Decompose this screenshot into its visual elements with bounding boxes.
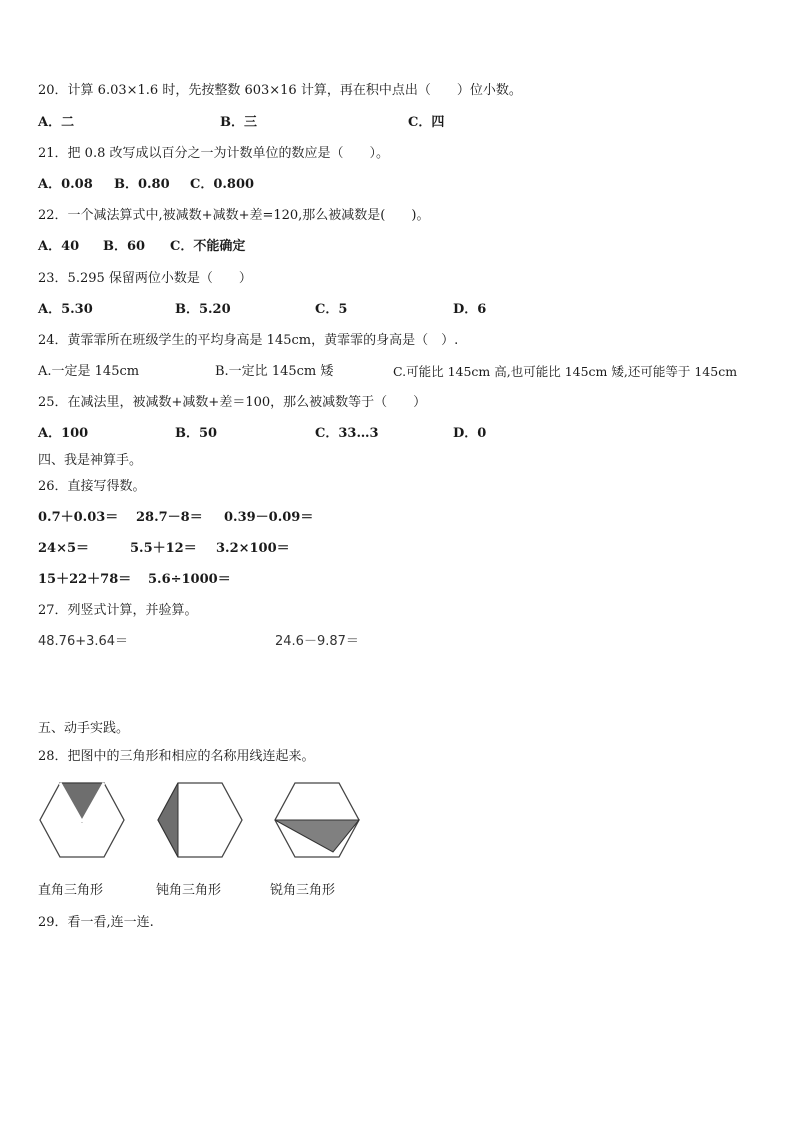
q26-expression: 15＋22＋78＝ — [38, 572, 132, 587]
q26-expression: 5.5＋12＝ — [130, 541, 197, 556]
q23-option-c: C．5 — [315, 302, 348, 317]
q25-option-d: D．0 — [453, 426, 487, 441]
label-obtuse-triangle: 钝角三角形 — [156, 883, 222, 898]
question-20-stem: 20．计算 6.03×1.6 时，先按整数 603×16 计算，再在积中点出（ ）位小数。 — [38, 83, 522, 98]
section-4-heading: 四、我是神算手。 — [38, 453, 143, 468]
q26-expression: 28.7－8＝ — [136, 510, 203, 525]
question-27-stem: 27．列竖式计算，并验算。 — [38, 603, 198, 618]
hexagon-figure-2 — [156, 780, 244, 860]
q20-option-c: C．四 — [408, 115, 445, 130]
label-right-triangle: 直角三角形 — [38, 883, 104, 898]
q24-option-c: C.可能比 145cm 高,也可能比 145cm 矮,还可能等于 145cm — [393, 364, 738, 379]
q27-expression-2: 24.6－9.87＝ — [275, 634, 359, 649]
question-25-stem: 25．在减法里，被减数+减数+差＝100，那么被减数等于（ ） — [38, 395, 427, 410]
q22-option-c: C．不能确定 — [170, 239, 246, 254]
question-23-stem: 23．5.295 保留两位小数是（ ） — [38, 271, 252, 286]
q24-option-a: A.一定是 145cm — [38, 364, 140, 379]
question-26-stem: 26．直接写得数。 — [38, 479, 146, 494]
question-24-stem: 24．黄霏霏所在班级学生的平均身高是 145cm，黄霏霏的身高是（ ）. — [38, 333, 459, 348]
q26-expression: 3.2×100＝ — [216, 541, 290, 556]
q23-option-b: B．5.20 — [175, 302, 231, 317]
q21-option-b: B．0.80 — [114, 177, 170, 192]
q26-expression: 24×5＝ — [38, 541, 90, 556]
label-acute-triangle: 锐角三角形 — [270, 883, 336, 898]
q25-option-b: B．50 — [175, 426, 218, 441]
hexagon-figure-3 — [273, 780, 361, 860]
q26-expression: 0.7＋0.03＝ — [38, 510, 119, 525]
q24-option-b: B.一定比 145cm 矮 — [215, 364, 334, 379]
section-5-heading: 五、动手实践。 — [38, 721, 130, 736]
q21-option-c: C．0.800 — [190, 177, 255, 192]
q27-expression-1: 48.76+3.64＝ — [38, 634, 129, 649]
question-21-stem: 21．把 0.8 改写成以百分之一为计数单位的数应是（ ）。 — [38, 146, 389, 161]
question-28-stem: 28．把图中的三角形和相应的名称用线连起来。 — [38, 749, 315, 764]
q22-option-a: A．40 — [38, 239, 80, 254]
q23-option-a: A．5.30 — [38, 302, 93, 317]
q25-option-a: A．100 — [38, 426, 89, 441]
q20-option-b: B．三 — [220, 115, 257, 130]
shaded-triangle — [158, 783, 178, 857]
hexagon-figure-1 — [38, 780, 126, 860]
q23-option-d: D．6 — [453, 302, 487, 317]
q21-option-a: A．0.08 — [38, 177, 93, 192]
q22-option-b: B．60 — [103, 239, 146, 254]
q26-expression: 5.6÷1000＝ — [148, 572, 231, 587]
q26-expression: 0.39－0.09＝ — [224, 510, 314, 525]
question-22-stem: 22．一个减法算式中,被减数+减数+差=120,那么被减数是( )。 — [38, 208, 430, 223]
q20-option-a: A．二 — [38, 115, 75, 130]
question-29-stem: 29．看一看,连一连. — [38, 915, 154, 930]
q25-option-c: C．33…3 — [315, 426, 379, 441]
